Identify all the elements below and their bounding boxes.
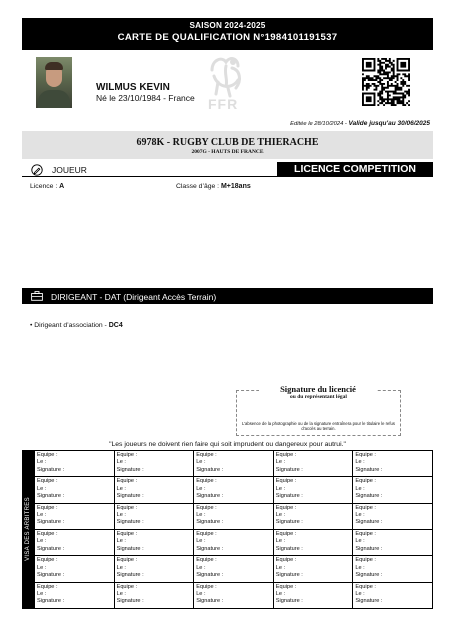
- visa-team-field: Equipe :: [37, 478, 58, 485]
- visa-signature-field: Signature :: [116, 572, 144, 579]
- visa-date-field: Le :: [355, 459, 365, 466]
- referee-visa-cell: [194, 556, 274, 582]
- holder-photo: [36, 57, 72, 108]
- referee-visa-cell: [194, 451, 274, 477]
- licence-type: LICENCE COMPETITION: [277, 162, 433, 177]
- visa-signature-field: Signature :: [196, 598, 224, 605]
- visa-date-field: Le :: [116, 459, 126, 466]
- manager-item: [30, 322, 123, 329]
- qr-code: [362, 58, 410, 106]
- visa-team-field: Equipe :: [37, 557, 58, 564]
- referee-visa-cell: [35, 583, 115, 609]
- referee-visa-cell: [115, 477, 195, 503]
- pen-icon: [31, 164, 43, 176]
- visa-date-field: Le :: [116, 564, 126, 571]
- visa-team-field: Equipe :: [37, 531, 58, 537]
- referee-visa-cell: [274, 556, 354, 582]
- card-title: CARTE DE QUALIFICATION N°1984101191537: [117, 32, 338, 43]
- referee-visa-cell: [35, 504, 115, 530]
- referee-visa-cell: [353, 477, 433, 503]
- visa-signature-field: Signature :: [355, 519, 383, 526]
- visa-team-field: Equipe :: [196, 583, 217, 590]
- visa-date-field: Le :: [196, 538, 206, 545]
- referee-visa-cell: [353, 451, 433, 477]
- visa-team-field: Equipe :: [275, 504, 297, 511]
- visa-team-field: Equipe :: [116, 531, 138, 537]
- holder-name: WILMUS KEVIN: [96, 82, 170, 93]
- holder-birth: Né le 23/10/1984 - France: [96, 93, 195, 103]
- referee-visa-cell: [194, 530, 274, 556]
- referee-visa-cell: [353, 530, 433, 556]
- visa-signature-field: Signature :: [116, 466, 144, 473]
- manager-section-title: DIRIGEANT - DAT (Dirigeant Accès Terrain): [51, 292, 217, 302]
- ffr-rooster-logo: [202, 52, 250, 116]
- age-class-value: M+18ans: [220, 183, 251, 190]
- referee-visa-cell: [115, 556, 195, 582]
- season-header-bar: [22, 18, 433, 50]
- visa-signature-field: Signature :: [275, 598, 303, 605]
- visa-date-field: Le :: [37, 485, 47, 492]
- season-label: SAISON 2024-2025: [189, 21, 266, 30]
- visa-date-field: Le :: [275, 591, 286, 598]
- visa-date-field: Le :: [196, 512, 206, 519]
- visa-team-field: Equipe :: [196, 531, 217, 537]
- licence-field: [30, 183, 64, 190]
- briefcase-icon: [31, 291, 43, 301]
- referee-visa-cell: [115, 530, 195, 556]
- licence-value: A: [59, 183, 65, 190]
- visa-signature-field: Signature :: [196, 466, 224, 473]
- visa-signature-field: Signature :: [116, 493, 144, 500]
- ffr-logo-text: FFR: [208, 96, 239, 112]
- issued-date: Editée le 28/10/2024 -: [290, 121, 349, 127]
- visa-team-field: Equipe :: [116, 557, 138, 564]
- visa-team-field: Equipe :: [116, 504, 138, 511]
- visa-date-field: Le :: [355, 485, 365, 492]
- visa-team-field: Equipe :: [116, 452, 138, 458]
- visa-date-field: Le :: [37, 459, 47, 466]
- signature-title: Signature du licencié: [259, 384, 377, 394]
- safety-warning: "Les joueurs ne doivent rien faire qui soit imprudent ou dangereux pour autrui.": [109, 441, 346, 448]
- visa-date-field: Le :: [37, 564, 47, 571]
- visa-date-field: Le :: [196, 591, 206, 598]
- referee-visa-cell: [35, 530, 115, 556]
- visa-signature-field: Signature :: [355, 466, 383, 473]
- referee-visa-label: VISA DES ARBITRES: [25, 497, 31, 561]
- visa-signature-field: Signature :: [116, 598, 144, 605]
- visa-team-field: Equipe :: [116, 478, 138, 485]
- visa-signature-field: Signature :: [355, 545, 383, 552]
- visa-team-field: Equipe :: [355, 478, 376, 485]
- visa-signature-field: Signature :: [275, 493, 303, 500]
- visa-signature-field: Signature :: [196, 493, 224, 500]
- visa-date-field: Le :: [37, 538, 47, 545]
- referee-visa-cell: [35, 451, 115, 477]
- visa-date-field: Le :: [275, 538, 286, 545]
- visa-date-field: Le :: [275, 459, 286, 466]
- visa-signature-field: Signature :: [196, 545, 224, 552]
- manager-item-value: DC4: [108, 322, 123, 329]
- visa-date-field: Le :: [116, 512, 126, 519]
- age-class-label: Classe d’âge :: [176, 183, 221, 190]
- referee-visa-grid: [34, 450, 433, 609]
- referee-visa-cell: [115, 451, 195, 477]
- club-region: 2007G - HAUTS DE FRANCE: [191, 149, 264, 155]
- validity-line: [290, 120, 430, 127]
- referee-visa-cell: [274, 583, 354, 609]
- referee-visa-cell: [274, 451, 354, 477]
- visa-signature-field: Signature :: [37, 519, 65, 526]
- visa-date-field: Le :: [116, 538, 126, 545]
- visa-team-field: Equipe :: [37, 504, 58, 511]
- visa-date-field: Le :: [275, 485, 286, 492]
- visa-date-field: Le :: [116, 591, 126, 598]
- role-label: JOUEUR: [52, 165, 87, 175]
- visa-signature-field: Signature :: [37, 598, 65, 605]
- age-class-field: [176, 183, 251, 190]
- referee-visa-cell: [194, 583, 274, 609]
- visa-team-field: Equipe :: [196, 478, 217, 485]
- visa-date-field: Le :: [196, 564, 206, 571]
- rooster-icon: [202, 52, 250, 98]
- visa-team-field: Equipe :: [275, 531, 297, 537]
- visa-team-field: Equipe :: [355, 557, 376, 564]
- visa-signature-field: Signature :: [275, 466, 303, 473]
- visa-signature-field: Signature :: [275, 519, 303, 526]
- visa-team-field: Equipe :: [275, 478, 297, 485]
- visa-team-field: Equipe :: [196, 557, 217, 564]
- visa-date-field: Le :: [275, 564, 286, 571]
- visa-team-field: Equipe :: [355, 504, 376, 511]
- visa-team-field: Equipe :: [355, 531, 376, 537]
- club-band: [22, 131, 433, 159]
- referee-visa-cell: [115, 583, 195, 609]
- visa-team-field: Equipe :: [196, 452, 217, 458]
- referee-visa-cell: [194, 477, 274, 503]
- visa-signature-field: Signature :: [355, 493, 383, 500]
- visa-date-field: Le :: [355, 512, 365, 519]
- club-name: 6978K - RUGBY CLUB DE THIERACHE: [136, 137, 319, 148]
- visa-signature-field: Signature :: [275, 545, 303, 552]
- referee-visa-cell: [35, 556, 115, 582]
- referee-visa-cell: [353, 556, 433, 582]
- visa-signature-field: Signature :: [37, 545, 65, 552]
- visa-team-field: Equipe :: [355, 452, 376, 458]
- visa-team-field: Equipe :: [355, 583, 376, 590]
- visa-team-field: Equipe :: [37, 583, 58, 590]
- referee-visa-cell: [194, 504, 274, 530]
- visa-date-field: Le :: [196, 485, 206, 492]
- player-role-bar: [22, 162, 433, 177]
- visa-signature-field: Signature :: [116, 545, 144, 552]
- visa-date-field: Le :: [196, 459, 206, 466]
- manager-item-label: • Dirigeant d’association -: [30, 322, 109, 329]
- visa-team-field: Equipe :: [196, 504, 217, 511]
- referee-visa-cell: [274, 477, 354, 503]
- referee-visa-cell: [274, 530, 354, 556]
- visa-date-field: Le :: [355, 564, 365, 571]
- visa-signature-field: Signature :: [196, 519, 224, 526]
- visa-date-field: Le :: [37, 591, 47, 598]
- visa-date-field: Le :: [355, 538, 365, 545]
- visa-date-field: Le :: [116, 485, 126, 492]
- visa-team-field: Equipe :: [37, 452, 58, 458]
- visa-team-field: Equipe :: [116, 583, 138, 590]
- referee-visa-column: [22, 450, 34, 609]
- visa-signature-field: Signature :: [275, 572, 303, 579]
- visa-signature-field: Signature :: [116, 519, 144, 526]
- visa-team-field: Equipe :: [275, 583, 297, 590]
- visa-signature-field: Signature :: [196, 572, 224, 579]
- referee-visa-cell: [35, 477, 115, 503]
- visa-signature-field: Signature :: [37, 466, 65, 473]
- referee-visa-cell: [274, 504, 354, 530]
- visa-signature-field: Signature :: [355, 572, 383, 579]
- visa-team-field: Equipe :: [275, 557, 297, 564]
- visa-date-field: Le :: [275, 512, 286, 519]
- referee-visa-cell: [353, 504, 433, 530]
- visa-signature-field: Signature :: [37, 493, 65, 500]
- visa-signature-field: Signature :: [37, 572, 65, 579]
- valid-until: Valide jusqu'au 30/06/2025: [348, 120, 430, 127]
- referee-visa-cell: [115, 504, 195, 530]
- signature-subtitle: ou du représentant légal: [290, 394, 347, 400]
- licence-label: Licence :: [30, 183, 60, 190]
- signature-notice: L’absence de la photographie ou de la signature entraînera pour le titulaire le refus d’accès au terrain.: [242, 421, 395, 431]
- visa-team-field: Equipe :: [275, 452, 297, 458]
- manager-section-bar: [22, 288, 433, 304]
- referee-visa-cell: [353, 583, 433, 609]
- visa-date-field: Le :: [37, 512, 47, 519]
- visa-date-field: Le :: [355, 591, 365, 598]
- visa-signature-field: Signature :: [355, 598, 383, 605]
